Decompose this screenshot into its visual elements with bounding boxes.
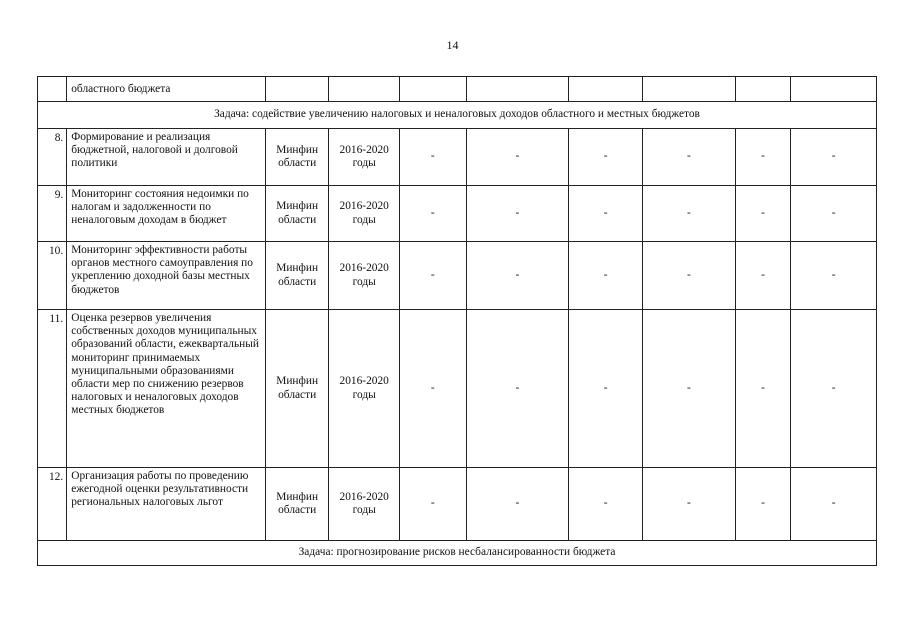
task-row	[38, 541, 877, 566]
executor-cell: Минфин области	[265, 310, 329, 468]
value-cell: -	[791, 468, 877, 541]
value-cell: -	[642, 310, 735, 468]
value-cell: -	[466, 242, 569, 310]
measure-name: Мониторинг эффективности работы органов местного самоуправления по укреплению доходной базы местных бюджетов	[67, 242, 266, 310]
program-measures-table	[37, 76, 877, 566]
value-cell: -	[466, 468, 569, 541]
value-cell: -	[569, 129, 643, 186]
executor-cell: Минфин области	[265, 242, 329, 310]
value-cell: -	[642, 186, 735, 242]
value-cell: -	[735, 129, 790, 186]
value-cell: -	[642, 468, 735, 541]
executor-cell: Минфин области	[265, 468, 329, 541]
measure-name: Мониторинг состояния недоимки по налогам и задолженности по неналоговым доходам в бюджет	[67, 186, 266, 242]
row-number: 10.	[38, 242, 67, 310]
task-heading: Задача: содействие увеличению налоговых и неналоговых доходов областного и местных бюджетов	[38, 102, 877, 129]
value-cell: -	[791, 310, 877, 468]
value-cell: -	[399, 186, 466, 242]
task-heading: Задача: прогнозирование рисков несбалансированности бюджета	[38, 541, 877, 566]
table-row	[38, 468, 877, 541]
value-cell: -	[735, 468, 790, 541]
value-cell: -	[399, 310, 466, 468]
value-cell: -	[569, 468, 643, 541]
table-row	[38, 129, 877, 186]
period-cell: 2016-2020 годы	[329, 242, 400, 310]
value-cell: -	[791, 186, 877, 242]
value-cell: -	[399, 242, 466, 310]
value-cell: -	[735, 242, 790, 310]
value-cell: -	[569, 310, 643, 468]
row-number: 11.	[38, 310, 67, 468]
row-number: 8.	[38, 129, 67, 186]
value-cell: -	[399, 468, 466, 541]
value-cell: -	[642, 242, 735, 310]
row-number: 12.	[38, 468, 67, 541]
value-cell: -	[791, 129, 877, 186]
value-cell: -	[642, 129, 735, 186]
table-row	[38, 186, 877, 242]
value-cell: -	[466, 129, 569, 186]
executor-cell: Минфин области	[265, 186, 329, 242]
measure-name: Оценка резервов увеличения собственных доходов муниципальных образований области, ежеквартальный мониторинг принимаемых муниципальными образованиями области мер по снижению резервов налоговых и неналоговых доходов местных бюджетов	[67, 310, 266, 468]
task-row	[38, 102, 877, 129]
value-cell: -	[735, 310, 790, 468]
period-cell: 2016-2020 годы	[329, 186, 400, 242]
table-row	[38, 310, 877, 468]
value-cell: -	[791, 242, 877, 310]
value-cell: -	[466, 310, 569, 468]
value-cell: -	[569, 186, 643, 242]
period-cell: 2016-2020 годы	[329, 310, 400, 468]
measure-name: областного бюджета	[67, 77, 266, 102]
table-row-continuation	[38, 77, 877, 102]
value-cell: -	[399, 129, 466, 186]
value-cell: -	[735, 186, 790, 242]
row-number: 9.	[38, 186, 67, 242]
executor-cell: Минфин области	[265, 129, 329, 186]
page-number: 14	[446, 38, 459, 52]
measure-name: Организация работы по проведению ежегодной оценки результативности региональных налоговых льгот	[67, 468, 266, 541]
table-row	[38, 242, 877, 310]
value-cell: -	[466, 186, 569, 242]
period-cell: 2016-2020 годы	[329, 468, 400, 541]
measure-name: Формирование и реализация бюджетной, налоговой и долговой политики	[67, 129, 266, 186]
period-cell: 2016-2020 годы	[329, 129, 400, 186]
value-cell: -	[569, 242, 643, 310]
